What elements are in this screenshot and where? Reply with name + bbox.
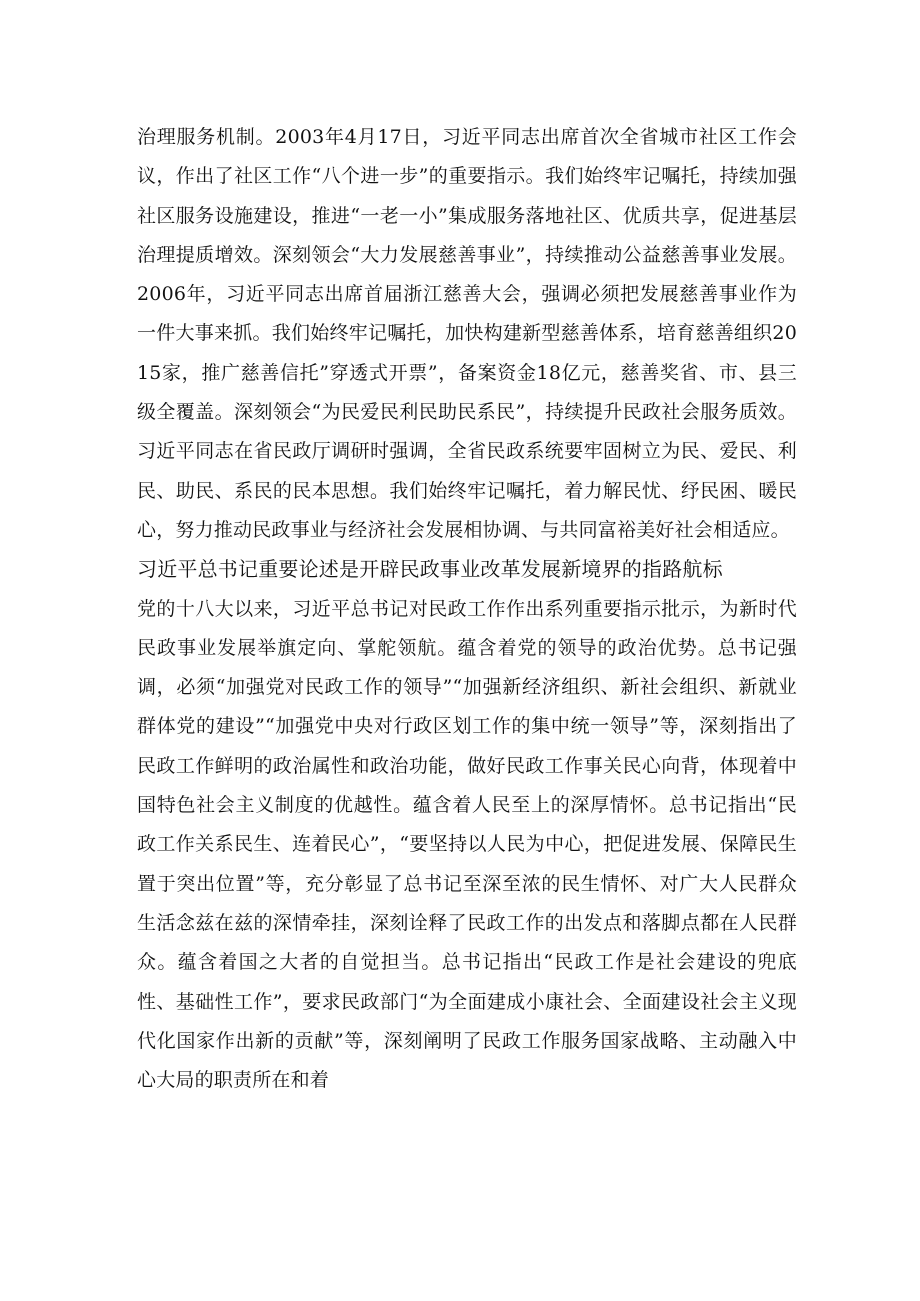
body-paragraph-continued: 治理服务机制。2003年4月17日，习近平同志出席首次全省城市社区工作会议，作出了社区工作“八个进一步”的重要指示。我们始终牢记嘱托，持续加强社区服务设施建设，推进“一老一小”集成服务落地社区、优质共享，促进基层治理提质增效。深刻领会“大力发展慈善事业”，持续推动公益慈善事业发展。2006年，习近平同志出席首届浙江慈善大会，强调必须把发展慈善事业作为一件大事来抓。我们始终牢记嘱托，加快构建新型慈善体系，培育慈善组织2015家，推广慈善信托”穿透式开票”，备案资金18亿元，慈善奖省、市、县三级全覆盖。深刻领会“为民爱民利民助民系民”，持续提升民政社会服务质效。习近平同志在省民政厅调研时强调，全省民政系统要牢固树立为民、爱民、利民、助民、系民的民本思想。我们始终牢记嘱托，着力解民忧、纾民困、暖民心，努力推动民政事业与经济社会发展相协调、与共同富裕美好社会相适应。	[137, 126, 797, 541]
document-body	[137, 118, 797, 1100]
section-heading: 习近平总书记重要论述是开辟民政事业改革发展新境界的指路航标	[137, 557, 723, 582]
body-paragraph: 党的十八大以来，习近平总书记对民政工作作出系列重要指示批示，为新时代民政事业发展举旗定向、掌舵领航。蕴含着党的领导的政治优势。总书记强调，必须“加强党对民政工作的领导”“加强新经济组织、新社会组织、新就业群体党的建设”“加强党中央对行政区划工作的集中统一领导”等，深刻指出了民政工作鲜明的政治属性和政治功能，做好民政工作事关民心向背，体现着中国特色社会主义制度的优越性。蕴含着人民至上的深厚情怀。总书记指出“民政工作关系民生、连着民心”，“要坚持以人民为中心，把促进发展、保障民生置于突出位置”等，充分彰显了总书记至深至浓的民生情怀、对广大人民群众生活念兹在兹的深情牵挂，深刻诠释了民政工作的出发点和落脚点都在人民群众。蕴含着国之大者的自觉担当。总书记指出“民政工作是社会建设的兜底性、基础性工作”，要求民政部门“为全面建成小康社会、全面建设社会主义现代化国家作出新的贡献”等，深刻阐明了民政工作服务国家战略、主动融入中心大局的职责所在和着	[137, 597, 797, 1092]
